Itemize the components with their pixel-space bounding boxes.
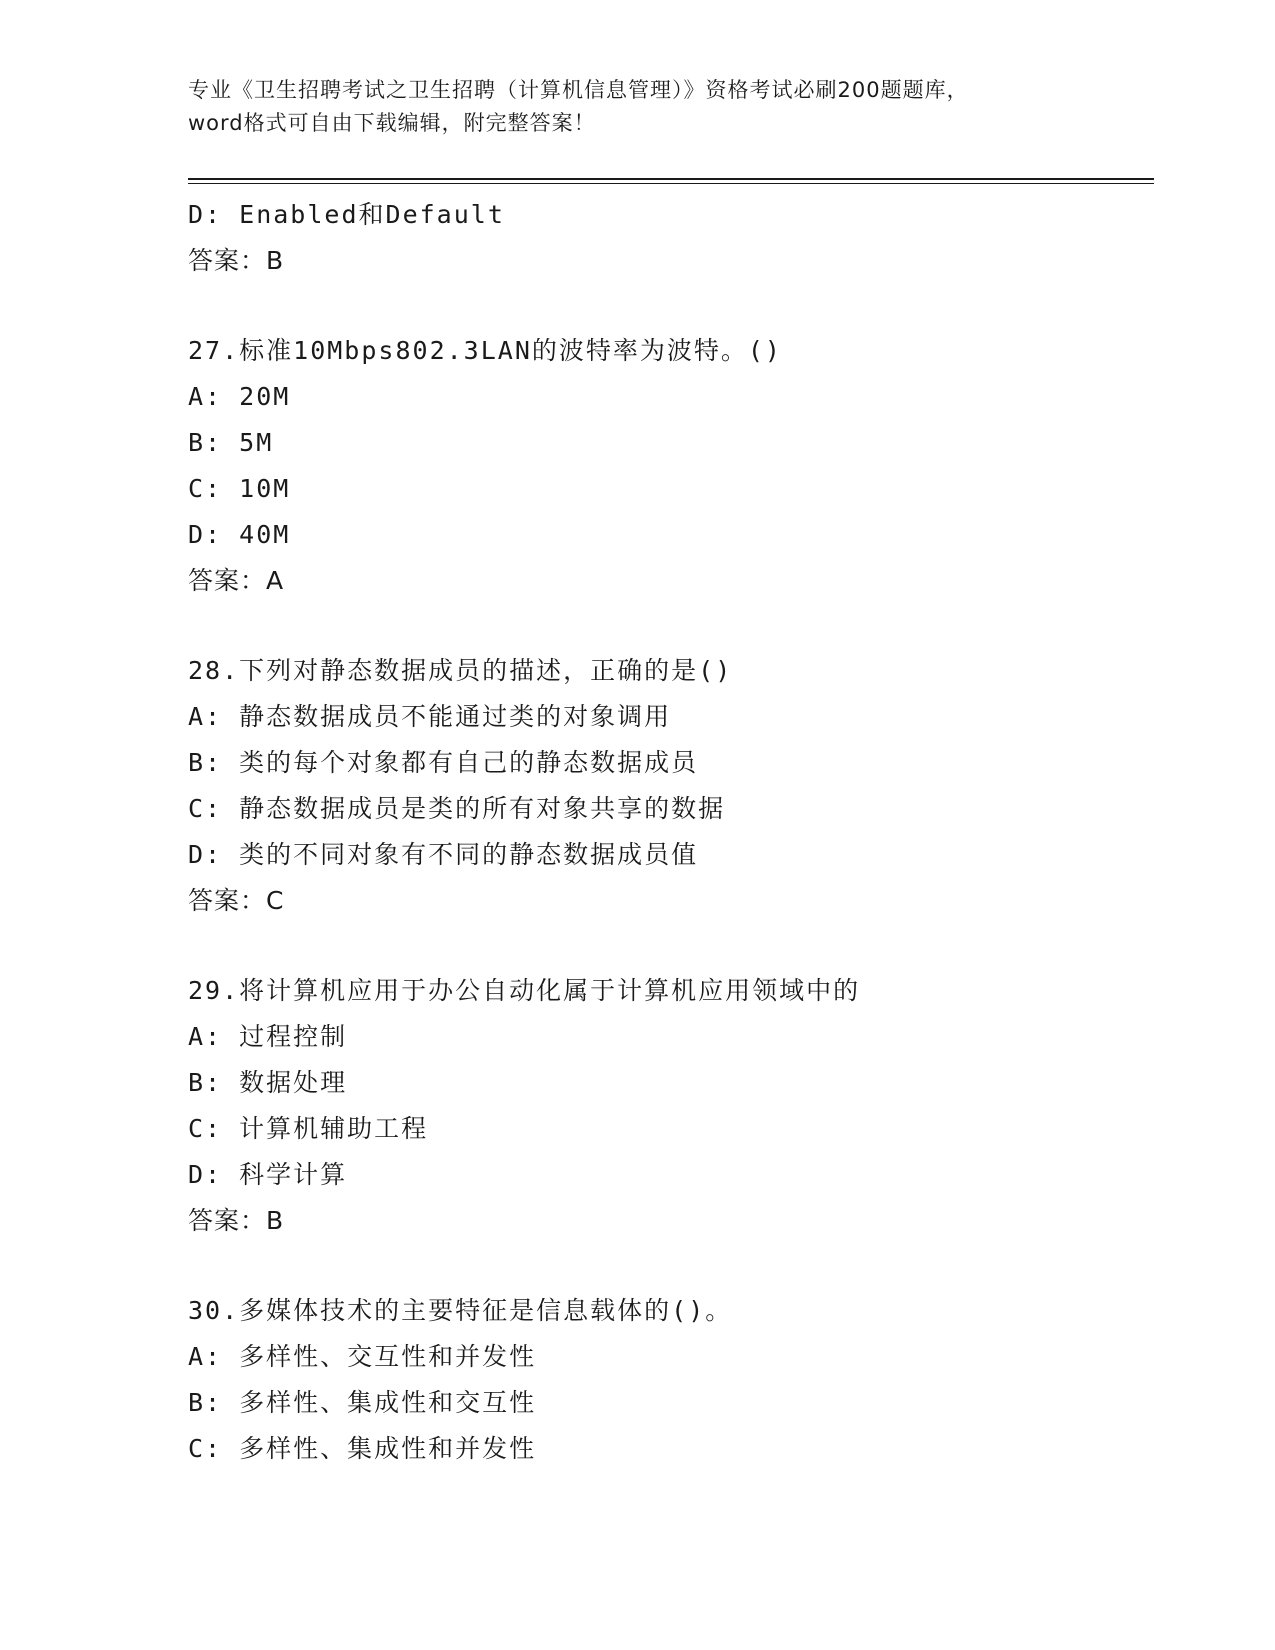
option-d: D: 类的不同对象有不同的静态数据成员值 (188, 840, 699, 869)
question-stem: 29.将计算机应用于办公自动化属于计算机应用领域中的 (188, 976, 861, 1005)
option-c: C: 10M (188, 474, 291, 503)
previous-question-tail (188, 192, 1154, 284)
question-stem: 30.多媒体技术的主要特征是信息载体的()。 (188, 1296, 733, 1325)
option-d: D: Enabled和Default (188, 200, 505, 229)
option-d: D: 科学计算 (188, 1160, 348, 1189)
answer: 答案：A (188, 566, 285, 595)
option-c: C: 静态数据成员是类的所有对象共享的数据 (188, 794, 726, 823)
option-c: C: 多样性、集成性和并发性 (188, 1434, 537, 1463)
document-header (188, 74, 1088, 140)
header-line-2: word格式可自由下载编辑，附完整答案！ (188, 111, 596, 135)
answer: 答案：B (188, 1206, 285, 1235)
option-a: A: 20M (188, 382, 291, 411)
question-29 (188, 968, 1154, 1244)
question-30 (188, 1288, 1154, 1472)
header-rule-thin (188, 183, 1154, 184)
spacer (188, 1244, 1154, 1288)
option-b: B: 数据处理 (188, 1068, 348, 1097)
option-b: B: 多样性、集成性和交互性 (188, 1388, 537, 1417)
question-stem: 27.标准10Mbps802.3LAN的波特率为波特。() (188, 336, 782, 365)
spacer (188, 284, 1154, 328)
answer: 答案：C (188, 886, 285, 915)
header-line-1: 专业《卫生招聘考试之卫生招聘（计算机信息管理）》资格考试必刷200题题库， (188, 78, 969, 102)
spacer (188, 604, 1154, 648)
option-a: A: 过程控制 (188, 1022, 348, 1051)
question-27 (188, 328, 1154, 604)
question-stem: 28.下列对静态数据成员的描述，正确的是() (188, 656, 733, 685)
option-d: D: 40M (188, 520, 291, 549)
question-28 (188, 648, 1154, 924)
option-b: B: 类的每个对象都有自己的静态数据成员 (188, 748, 699, 777)
option-c: C: 计算机辅助工程 (188, 1114, 429, 1143)
spacer (188, 924, 1154, 968)
header-rule-thick (188, 178, 1154, 180)
option-a: A: 多样性、交互性和并发性 (188, 1342, 537, 1371)
option-a: A: 静态数据成员不能通过类的对象调用 (188, 702, 672, 731)
option-b: B: 5M (188, 428, 274, 457)
answer: 答案：B (188, 246, 285, 275)
question-list (188, 192, 1154, 1472)
